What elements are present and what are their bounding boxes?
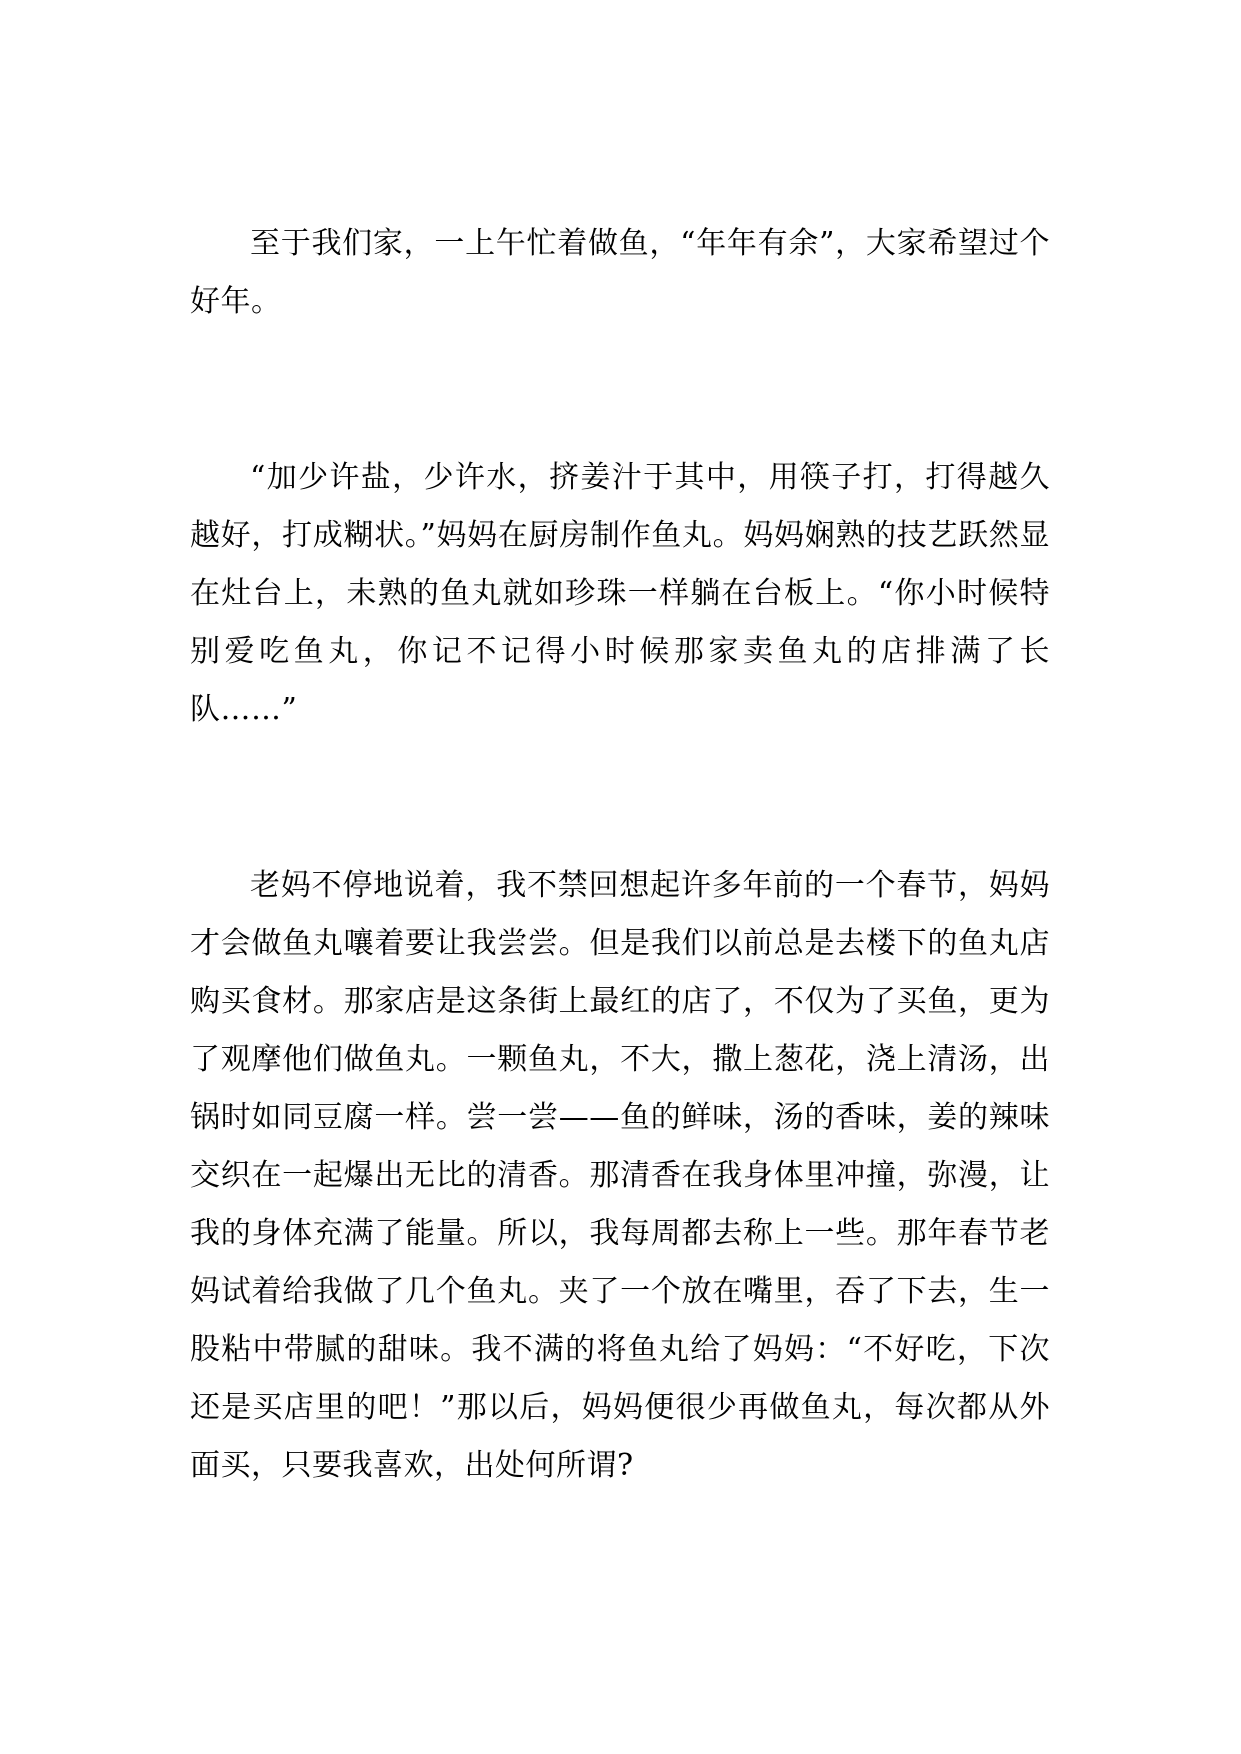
paragraph-1: 至于我们家，一上午忙着做鱼，“年年有余”，大家希望过个好年。 xyxy=(190,226,1050,319)
paragraph-2: “加少许盐，少许水，挤姜汁于其中，用筷子打，打得越久越好，打成糊状。”妈妈在厨房制作鱼丸。妈妈娴熟的技艺跃然显在灶台上，未熟的鱼丸就如珍珠一样躺在台板上。“你小时候特别爱吃鱼丸，你记不记得小时候那家卖鱼丸的店排满了长队……” xyxy=(190,460,1050,727)
paragraph-3: 老妈不停地说着，我不禁回想起许多年前的一个春节，妈妈才会做鱼丸嚷着要让我尝尝。但是我们以前总是去楼下的鱼丸店购买食材。那家店是这条街上最红的店了，不仅为了买鱼，更为了观摩他们做鱼丸。一颗鱼丸，不大，撒上葱花，浇上清汤，出锅时如同豆腐一样。尝一尝——鱼的鲜味，汤的香味，姜的辣味交织在一起爆出无比的清香。那清香在我身体里冲撞，弥漫，让我的身体充满了能量。所以，我每周都去称上一些。那年春节老妈试着给我做了几个鱼丸。夹了一个放在嘴里，吞了下去，生一股粘中带腻的甜味。我不满的将鱼丸给了妈妈：“不好吃，下次还是买店里的吧！”那以后，妈妈便很少再做鱼丸，每次都从外面买，只要我喜欢，出处何所谓? xyxy=(190,868,1050,1483)
